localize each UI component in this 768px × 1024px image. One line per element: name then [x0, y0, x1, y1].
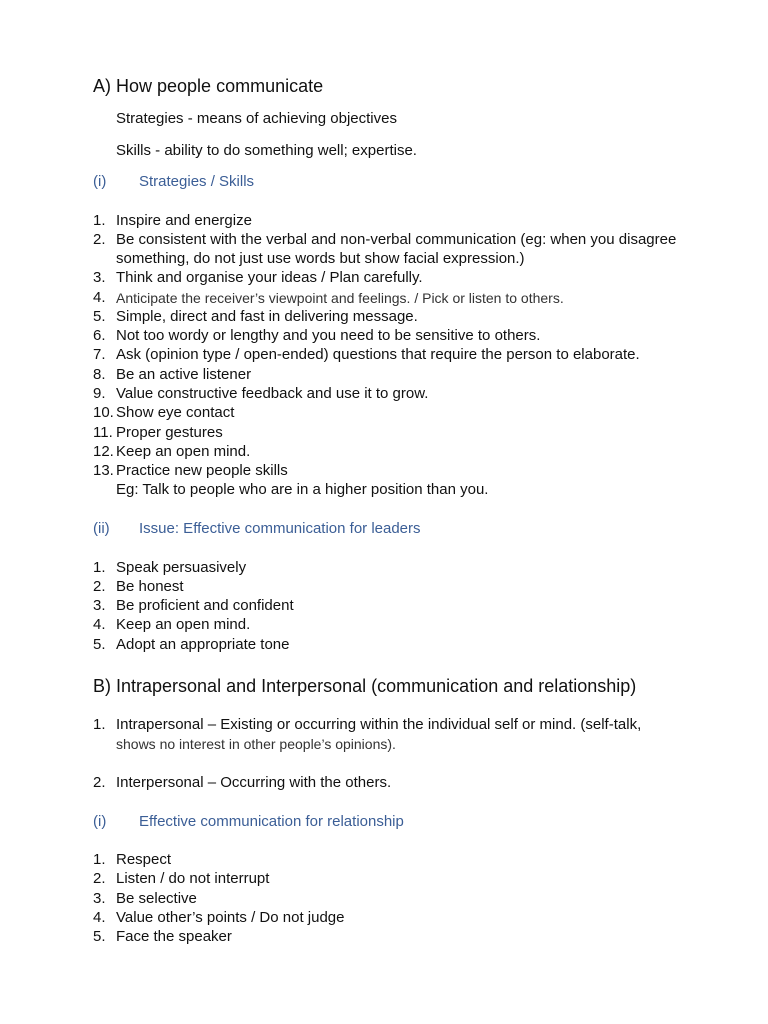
subheading-relationship — [93, 813, 404, 831]
list-text: Inspire and energize — [116, 212, 252, 229]
subheading-text: Effective communication for relationship — [139, 813, 404, 830]
list-text: Practice new people skills — [116, 462, 288, 479]
list-number: 4. — [93, 616, 106, 633]
list-number: 11. — [93, 424, 113, 441]
section-a-title: A) How people communicate — [93, 76, 324, 96]
list-text: Value constructive feedback and use it to grow. — [116, 385, 429, 402]
subheading-strategies-skills — [93, 173, 254, 191]
strategies-definition: Strategies - means of achieving objectives — [116, 110, 397, 127]
list-text: Think and organise your ideas / Plan carefully. — [116, 269, 423, 286]
list-number: 3. — [93, 597, 106, 614]
list-number: 4. — [93, 909, 106, 926]
list-number: 1. — [93, 716, 106, 733]
list-text: Respect — [116, 851, 172, 868]
list-item-example: Eg: Talk to people who are in a higher position than you. — [116, 481, 489, 498]
list-text: Be consistent with the verbal and non-verbal communication (eg: when you disagree — [116, 231, 677, 248]
list-number: 2. — [93, 231, 106, 248]
subheading-numeral: (i) — [93, 173, 107, 190]
subheading-numeral: (ii) — [93, 520, 110, 537]
list-number: 5. — [93, 928, 106, 945]
list-number: 10. — [93, 404, 114, 421]
list-text: Keep an open mind. — [116, 443, 251, 460]
list-number: 1. — [93, 851, 106, 868]
list-number: 12. — [93, 443, 114, 460]
list-number: 2. — [93, 870, 106, 887]
list-item-continuation: shows no interest in other people’s opinions). — [116, 736, 396, 752]
list-number: 5. — [93, 636, 106, 653]
list-number: 3. — [93, 890, 106, 907]
list-text: Face the speaker — [116, 928, 232, 945]
list-number: 2. — [93, 774, 106, 791]
list-text: Intrapersonal – Existing or occurring within the individual self or mind. (self-talk, — [116, 716, 642, 733]
list-text: Not too wordy or lengthy and you need to be sensitive to others. — [116, 327, 541, 344]
list-text: Listen / do not interrupt — [116, 870, 270, 887]
list-text: Show eye contact — [116, 404, 235, 421]
list-number: 5. — [93, 308, 106, 325]
list-text: Ask (opinion type / open-ended) questions that require the person to elaborate. — [116, 346, 640, 363]
subheading-leaders — [93, 520, 421, 538]
list-number: 13. — [93, 462, 114, 479]
list-text: Adopt an appropriate tone — [116, 636, 290, 653]
list-number: 1. — [93, 559, 106, 576]
subheading-text: Strategies / Skills — [139, 173, 255, 190]
skills-definition: Skills - ability to do something well; expertise. — [116, 142, 417, 159]
list-number: 8. — [93, 366, 106, 383]
list-text: Interpersonal – Occurring with the others. — [116, 774, 392, 791]
list-number: 4. — [93, 289, 106, 306]
list-text: Proper gestures — [116, 424, 223, 441]
list-text: Keep an open mind. — [116, 616, 251, 633]
list-text: Be honest — [116, 578, 184, 595]
list-number: 9. — [93, 385, 106, 402]
list-number: 6. — [93, 327, 106, 344]
list-text: Be an active listener — [116, 366, 252, 383]
list-number: 2. — [93, 578, 106, 595]
list-number: 7. — [93, 346, 106, 363]
subheading-numeral: (i) — [93, 813, 107, 830]
list-text: Value other’s points / Do not judge — [116, 909, 345, 926]
section-b-title: B) Intrapersonal and Interpersonal (communication and relationship) — [93, 676, 637, 696]
list-text: Anticipate the receiver’s viewpoint and feelings. / Pick or listen to others. — [116, 290, 564, 306]
list-text: Speak persuasively — [116, 559, 247, 576]
list-text: Simple, direct and fast in delivering message. — [116, 308, 418, 325]
list-text: Be proficient and confident — [116, 597, 294, 614]
list-text: Be selective — [116, 890, 197, 907]
subheading-text: Issue: Effective communication for leaders — [139, 520, 421, 537]
list-number: 1. — [93, 212, 106, 229]
list-number: 3. — [93, 269, 106, 286]
list-item-continuation: something, do not just use words but show facial expression.) — [116, 250, 525, 267]
